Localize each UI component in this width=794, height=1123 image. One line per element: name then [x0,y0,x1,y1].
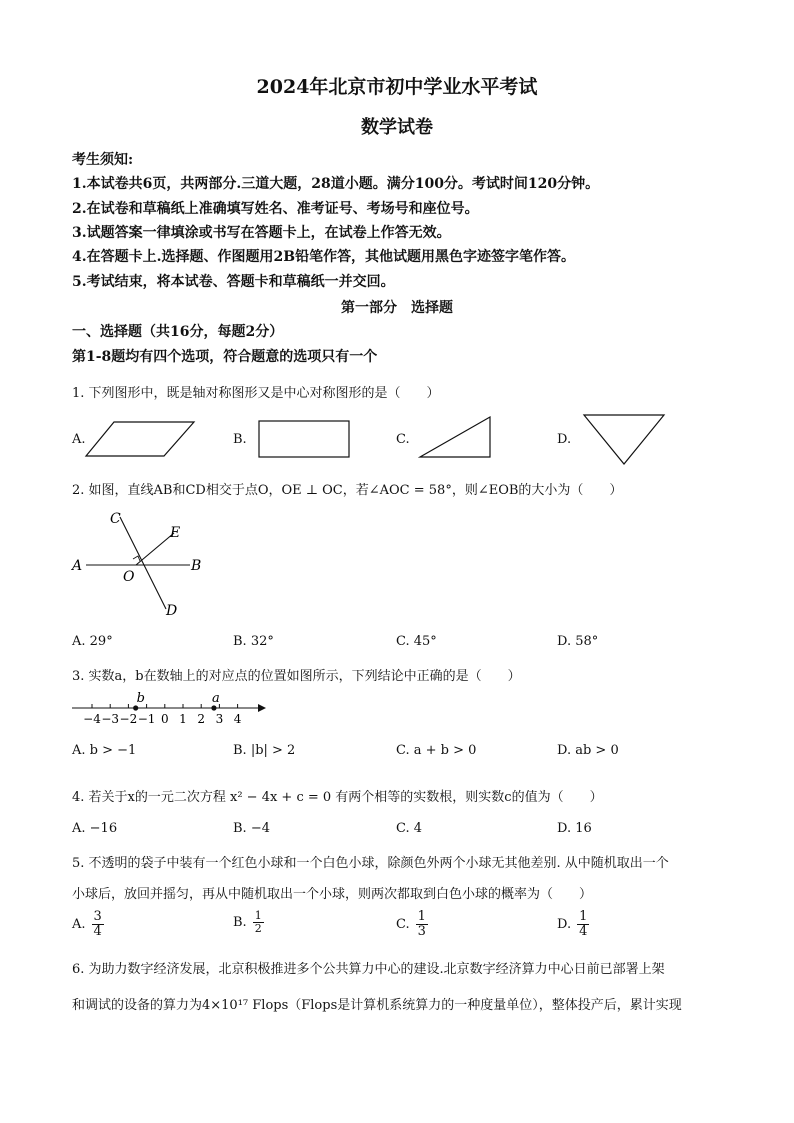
q3-point-a [211,705,216,710]
number-line-tick-label: 2 [197,712,206,726]
q2-option-a: A. 29° [72,634,113,649]
question-3-stem: 3. 实数a，b在数轴上的对应点的位置如图所示，下列结论中正确的是（ ） [72,669,521,684]
exam-title: 2024年北京市初中学业水平考试 [256,76,538,98]
section-heading: 一、选择题（共16分，每题2分） [72,324,284,340]
q1-option-c-label: C. [396,432,410,447]
number-line-tick-label: −4 [83,712,101,726]
q2-label-e: E [170,525,181,541]
question-5-line1: 5. 不透明的袋子中装有一个红色小球和一个白色小球，除颜色外两个小球无其他差别. 从中随机取出一个 [72,856,669,871]
q1-option-b-label: B. [233,432,247,447]
q2-label-a: A [72,558,83,574]
notice-item: 3.试题答案一律填涂或书写在答题卡上，在试卷上作答无效。 [72,225,451,241]
q4-option-d: D. 16 [557,821,592,836]
q3-number-line [70,688,270,728]
q3-label-b: b [136,691,146,706]
number-line-tick-label: −3 [101,712,120,726]
notice-item: 2.在试卷和草稿纸上准确填写姓名、准考证号、考场号和座位号。 [72,201,479,217]
question-5-line2: 小球后，放回并摇匀，再从中随机取出一个小球，则两次都取到白色小球的概率为（ ） [72,887,593,902]
section-instruction: 第1-8题均有四个选项，符合题意的选项只有一个 [72,349,378,365]
q3-option-b: B. |b| > 2 [233,743,296,758]
q5-option-a: A. $\frac{3}{4}$ [72,909,102,940]
q3-option-d: D. ab > 0 [557,743,619,758]
number-line-tick-label: 0 [160,712,169,726]
q4-option-b: B. −4 [233,821,270,836]
q3-label-a: a [211,691,220,706]
question-6-line1: 6. 为助力数字经济发展，北京积极推进多个公共算力中心的建设.北京数字经济算力中心日前已部署上架 [72,962,665,977]
q2-intersecting-lines-figure [70,505,210,625]
q2-option-b: B. 32° [233,634,274,649]
q4-option-a: A. −16 [72,821,118,836]
q1-right-triangle-figure [418,415,494,461]
q2-option-c: C. 45° [396,634,437,649]
q1-parallelogram-figure [84,420,196,460]
q2-label-b: B [191,558,202,574]
part-heading: 第一部分 选择题 [341,300,453,316]
q1-rectangle-figure [258,420,352,460]
q1-option-a-label: A. [72,432,86,447]
number-line-tick-label: −2 [119,712,138,726]
q1-option-d-label: D. [557,432,572,447]
q1-triangle-figure [582,412,666,468]
q5-option-c: C. $\frac{1}{3}$ [396,909,426,940]
question-2-stem: 2. 如图，直线AB和CD相交于点O，OE ⊥ OC，若∠AOC = 58°，则∠EOB的大小为（ ） [72,483,623,498]
question-4-stem: 4. 若关于x的一元二次方程 x² − 4x + c = 0 有两个相等的实数根，则实数c的值为（ ） [72,790,603,805]
q3-option-c: C. a + b > 0 [396,743,477,758]
q3-point-b [133,705,138,710]
q2-label-d: D [166,603,178,619]
notice-heading: 考生须知: [72,152,134,168]
q2-label-c: C [110,511,121,527]
number-line-tick-label: −1 [137,712,156,726]
notice-item: 1.本试卷共6页，共两部分.三道大题，28道小题。满分100分。考试时间120分钟。 [72,176,600,192]
number-line-tick-label: 4 [233,712,242,726]
q4-option-c: C. 4 [396,821,423,836]
question-6-line2: 和调试的设备的算力为4×10¹⁷ Flops（Flops是计算机系统算力的一种度量单位），整体投产后，累计实现 [72,998,682,1013]
q3-option-a: A. b > −1 [72,743,137,758]
q5-option-d: D. $\frac{1}{4}$ [557,909,588,940]
q2-label-o: O [123,569,135,585]
notice-item: 4.在答题卡上.选择题、作图题用2B铅笔作答，其他试题用黑色字迹签字笔作答。 [72,249,576,265]
number-line-tick-label: 3 [215,712,224,726]
question-1-stem: 1. 下列图形中，既是轴对称图形又是中心对称图形的是（ ） [72,386,440,401]
q2-option-d: D. 58° [557,634,599,649]
number-line-tick-label: 1 [179,712,187,726]
notice-item: 5.考试结束，将本试卷、答题卡和草稿纸一并交回。 [72,274,395,290]
exam-subtitle: 数学试卷 [361,117,433,138]
q5-option-b: B. $\frac{1}{2}$ [233,909,262,936]
